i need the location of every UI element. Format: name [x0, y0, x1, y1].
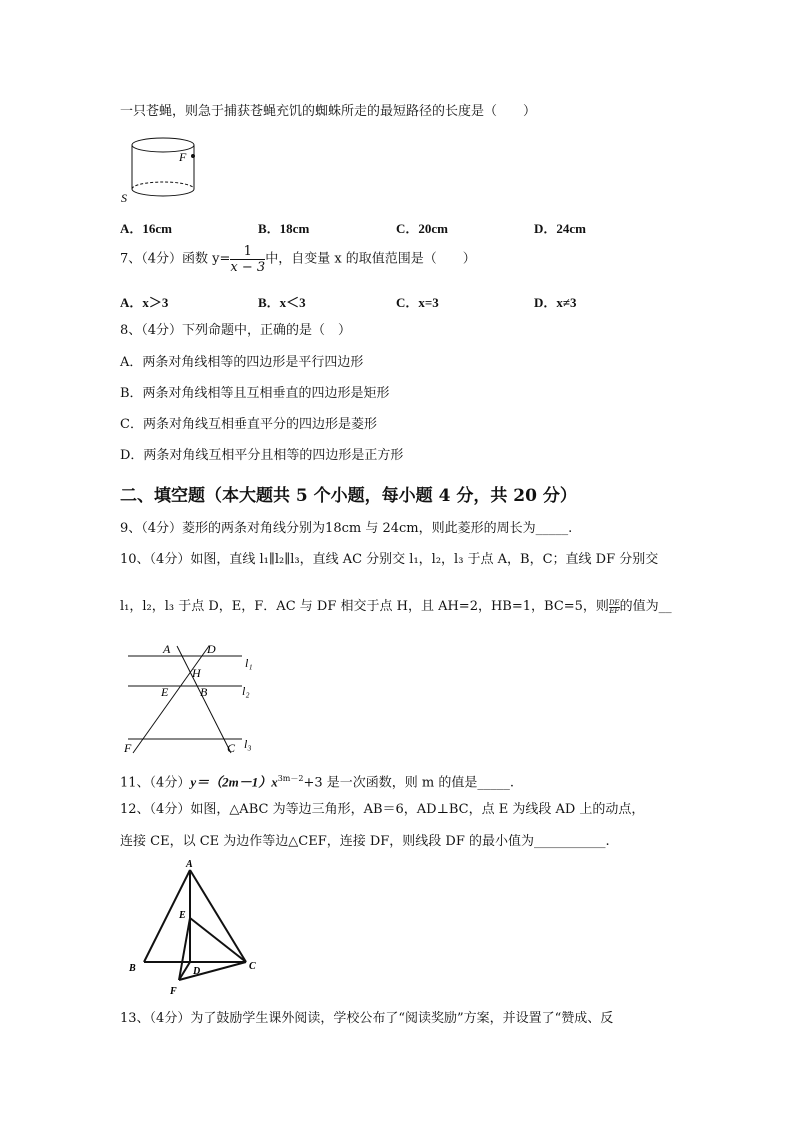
q11-prefix: 11、（4分） — [120, 775, 191, 791]
label-d: D — [207, 642, 216, 656]
line-df — [133, 646, 209, 753]
label-c: C — [249, 961, 256, 972]
label-b: B — [200, 685, 208, 699]
cylinder-figure — [116, 132, 206, 208]
q7-option-d: D．x≠3 — [534, 295, 577, 310]
q7-fraction-denominator: x − 3 — [230, 260, 266, 275]
segment-ce — [190, 918, 246, 962]
q11-exponent: 3m－2 — [277, 774, 304, 783]
label-b: B — [129, 963, 136, 974]
q9-stem: 9、（4分）菱形的两条对角线分别为18cm 与 24cm，则此菱形的周长为_____. — [120, 521, 573, 536]
q11-expression: y＝（2m－1）x — [190, 774, 278, 790]
label-a: A — [186, 859, 193, 870]
label-h: H — [192, 666, 201, 680]
line-ac — [177, 646, 231, 753]
label-s: S — [121, 191, 127, 205]
label-l1: l₁ — [245, 656, 253, 670]
section-2-heading: 二、填空题（本大题共 5 个小题，每小题 4 分，共 20 分） — [120, 486, 577, 506]
label-e: E — [179, 910, 186, 921]
q8-option-d: D．两条对角线互相平分且相等的四边形是正方形 — [120, 448, 404, 463]
cylinder-bottom-back — [132, 182, 194, 189]
q10-line-2a: l₁，l₂，l₃ 于点 D，E，F．AC 与 DF 相交于点 H，且 AH=2，HB=1，BC=5，则 — [120, 599, 609, 614]
q8-option-a: A．两条对角线相等的四边形是平行四边形 — [120, 355, 364, 370]
q11-stem — [120, 771, 514, 791]
parallel-lines-figure — [118, 638, 268, 758]
label-e: E — [161, 685, 169, 699]
q6-option-c: C．20cm — [396, 221, 448, 236]
q8-stem: 8、（4分）下列命题中，正确的是（ ） — [120, 323, 352, 338]
q6-option-d: D．24cm — [534, 221, 586, 236]
q7-stem — [120, 244, 476, 275]
label-a: A — [163, 642, 171, 656]
label-c: C — [227, 741, 236, 755]
point-f-dot — [191, 154, 195, 158]
q8-option-b: B．两条对角线相等且互相垂直的四边形是矩形 — [120, 386, 390, 401]
q10-line-1: 10、（4分）如图，直线 l₁∥l₂∥l₃，直线 AC 分别交 l₁，l₂，l₃ 于点 A，B，C；直线 DF 分别交 — [120, 552, 659, 567]
q8-option-c: C．两条对角线互相垂直平分的四边形是菱形 — [120, 417, 377, 432]
label-f: F — [124, 741, 132, 755]
q7-suffix: 中，自变量 x 的取值范围是（ ） — [265, 251, 476, 267]
q7-prefix: 7、（4分）函数 y= — [120, 251, 231, 267]
q10-fraction — [609, 600, 620, 615]
q12-line-1: 12、（4分）如图，△ABC 为等边三角形，AB＝6，AD⊥BC，点 E 为线段 AD 上的动点， — [120, 802, 645, 817]
q6-option-a: A．16cm — [120, 221, 172, 236]
label-l3: l₃ — [244, 737, 252, 751]
triangle-figure — [124, 856, 274, 1002]
cylinder-bottom-front — [132, 189, 194, 196]
q7-option-c: C．x=3 — [396, 295, 439, 310]
q13-stem: 13、（4分）为了鼓励学生课外阅读，学校公布了“阅读奖励”方案，并设置了“赞成、反 — [120, 1011, 614, 1026]
q7-option-a: A．x＞3 — [120, 295, 169, 310]
q10-fraction-numerator: DE — [608, 598, 620, 607]
q7-fraction — [230, 244, 265, 275]
q7-fraction-numerator: 1 — [230, 244, 265, 260]
q10-fraction-denominator: EF — [609, 606, 620, 615]
q10-line-2 — [120, 598, 672, 617]
label-f: F — [179, 150, 187, 164]
q11-rest: +3 是一次函数，则 m 的值是_____. — [303, 775, 515, 791]
q10-line-2b: 的值为__ — [619, 599, 672, 614]
label-l2: l₂ — [242, 684, 250, 698]
q7-option-b: B．x＜3 — [258, 295, 306, 310]
q6-option-b: B．18cm — [258, 221, 310, 236]
q6-stem-tail: 一只苍蝇，则急于捕获苍蝇充饥的蜘蛛所走的最短路径的长度是（ ） — [120, 104, 537, 119]
q12-line-2: 连接 CE，以 CE 为边作等边△CEF，连接 DF，则线段 DF 的最小值为___________. — [120, 834, 610, 849]
side-ac — [190, 870, 246, 962]
label-d: D — [193, 966, 201, 977]
label-f: F — [170, 986, 177, 997]
